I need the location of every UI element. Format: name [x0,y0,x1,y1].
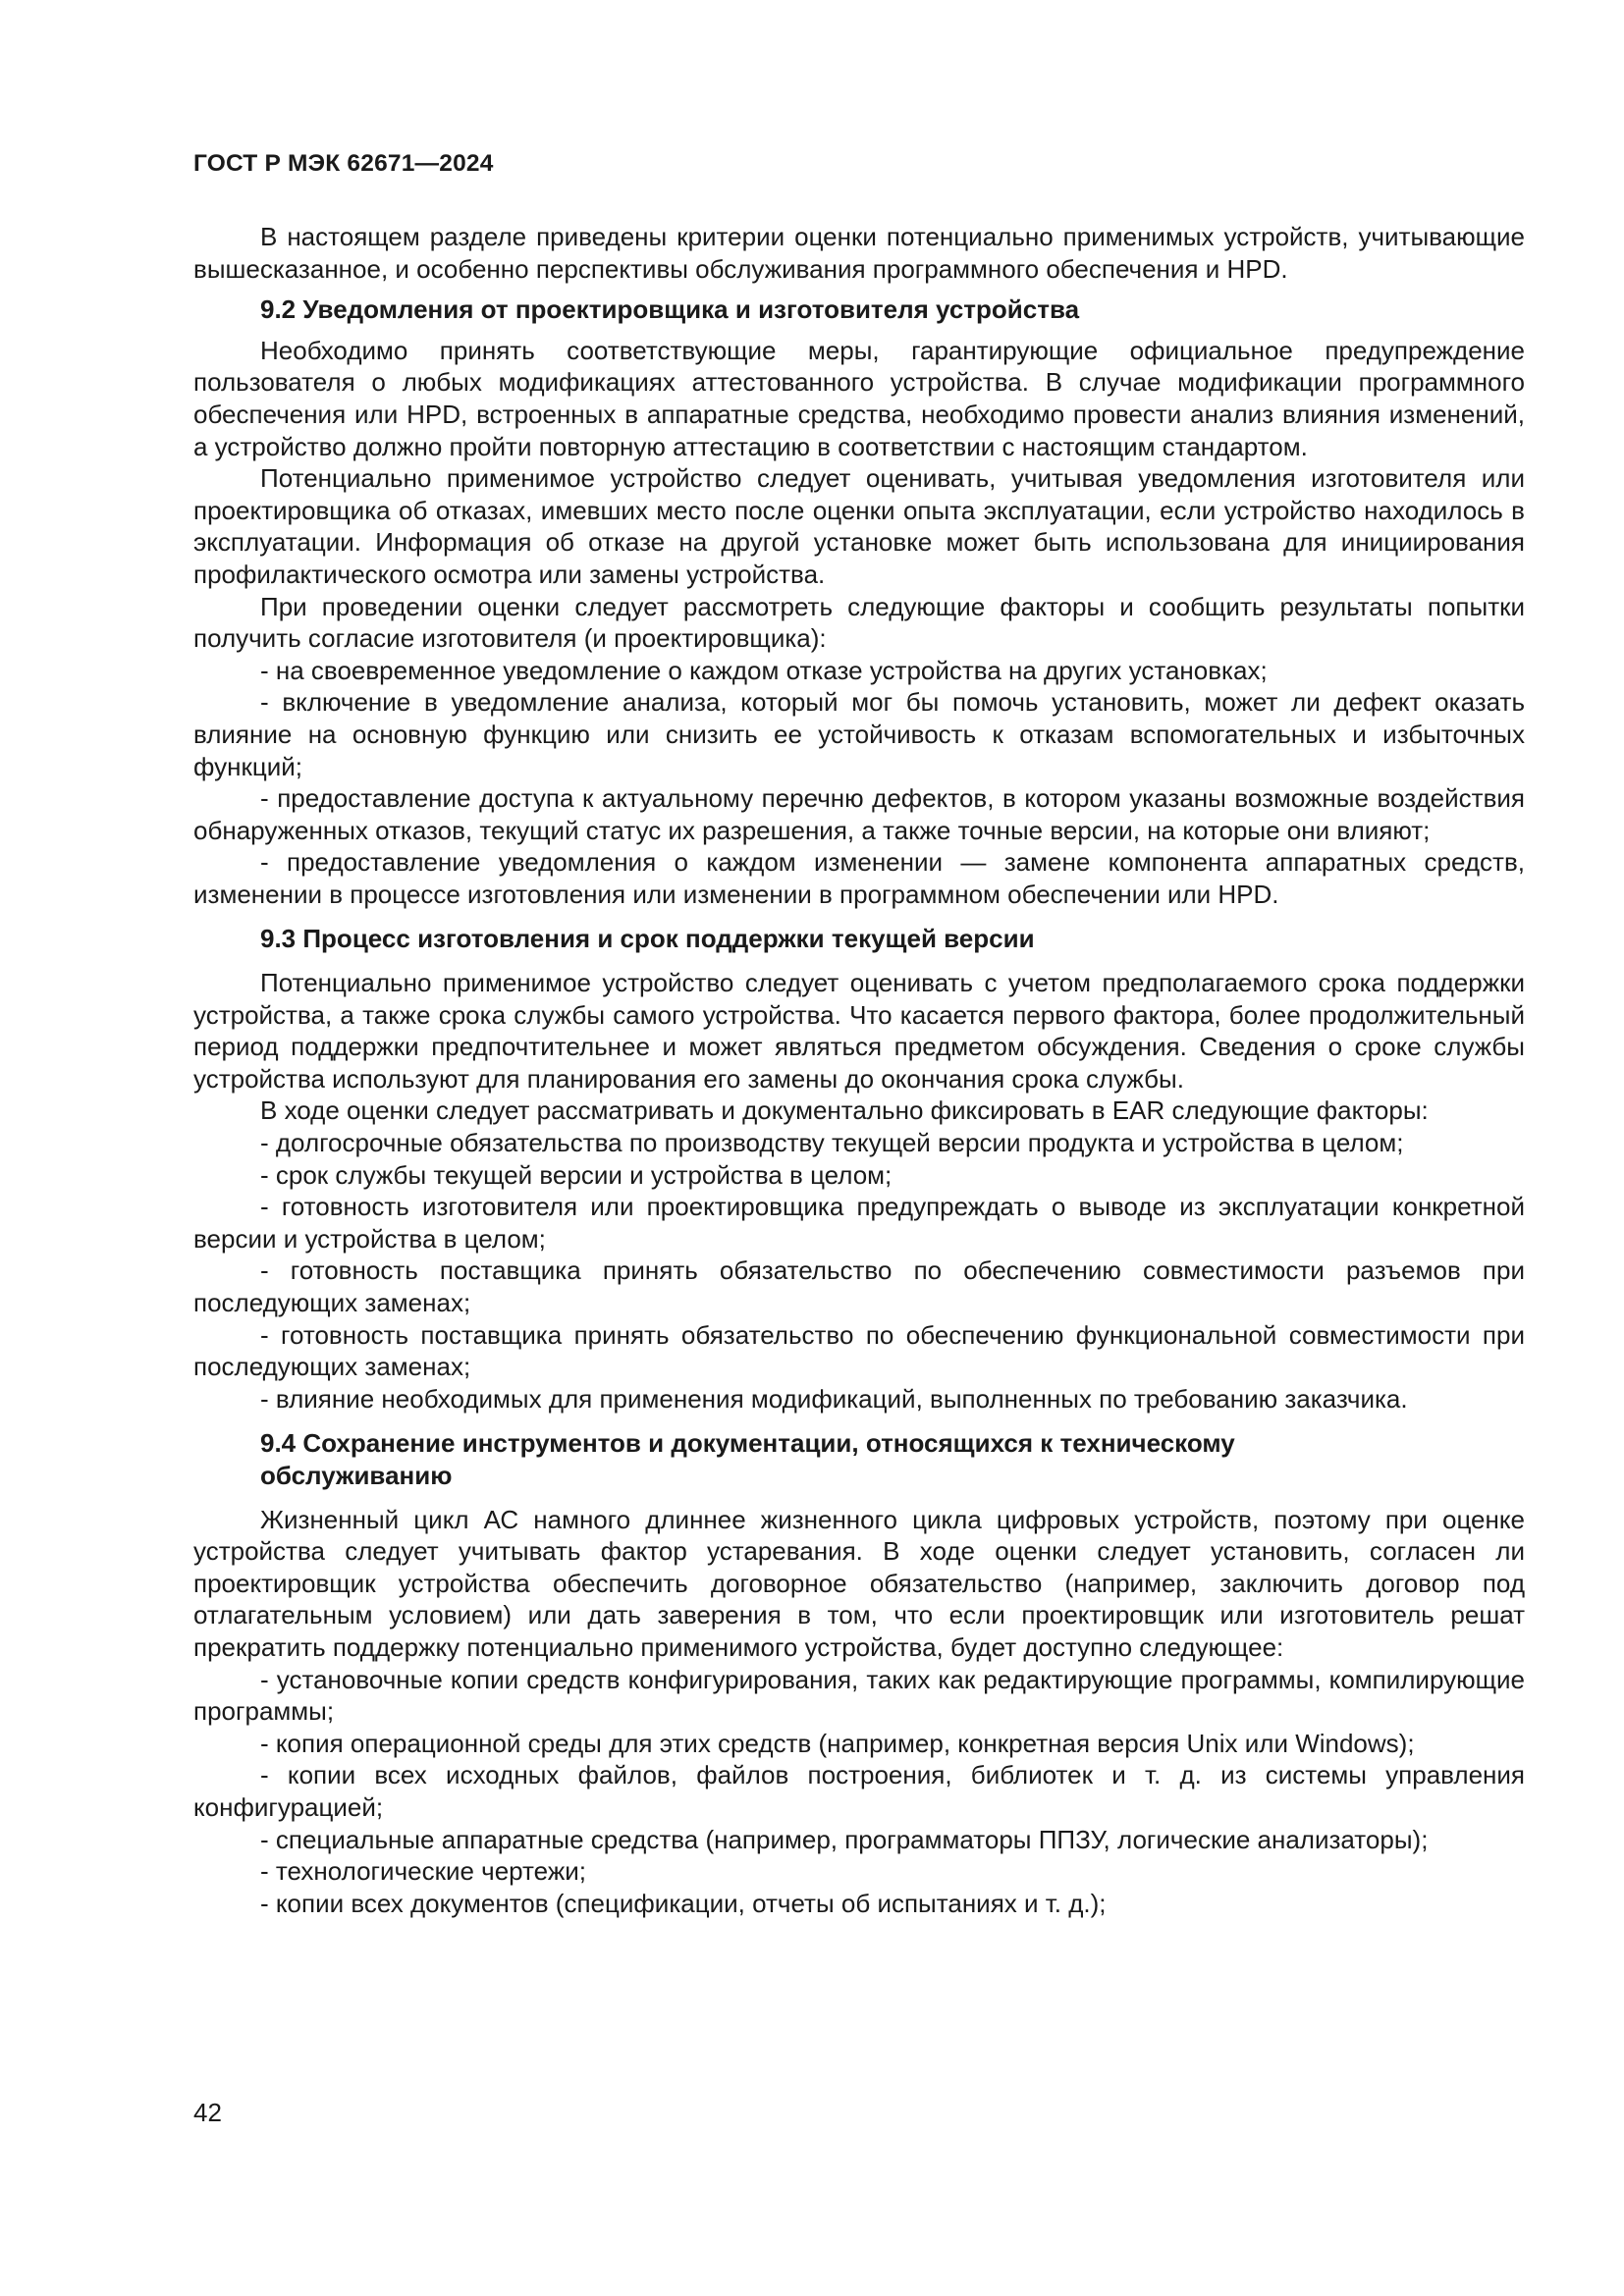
list-item: - копия операционной среды для этих средств (например, конкретная версия Unix или Windows); [260,1728,1415,1758]
section-9-3-paragraph-2: В ходе оценки следует рассматривать и документально фиксировать в EAR следующие факторы: [260,1095,1429,1126]
list-item: - копии всех документов (спецификации, отчеты об испытаниях и т. д.); [260,1888,1107,1918]
section-9-2-paragraph-3: При проведении оценки следует рассмотреть следующие факторы и сообщить результаты попытки получить согласие изготовителя (и проектировщика): [193,591,1525,654]
list-item: - готовность поставщика принять обязательство по обеспечению функциональной совместимости при последующих заменах; [193,1319,1525,1382]
page-body [193,221,1525,1919]
list-item: - срок службы текущей версии и устройства в целом; [260,1159,893,1190]
section-9-4-paragraph-1: Жизненный цикл АС намного длиннее жизненного цикла цифровых устройств, поэтому при оценке устройства следует учитывать фактор устаревания. В ходе оценки следует установить, согласен ли проектировщик устройства обеспечить договорное обязательство (например, заключить договор под отлагательным условием) или дать заверения в том, что если проектировщик или изготовитель решат прекратить поддержку потенциально применимого устройства, будет доступно следующее: [193,1504,1525,1662]
list-item: - готовность изготовителя или проектировщика предупреждать о выводе из эксплуатации конкретной версии и устройства в целом; [193,1192,1525,1254]
section-9-4-heading-line-1: 9.4 Сохранение инструментов и документации, относящихся к техническому [260,1428,1235,1459]
intro-paragraph: В настоящем разделе приведены критерии оценки потенциально применимых устройств, учитывающие вышесказанное, и особенно перспективы обслуживания программного обеспечения и HPD. [193,222,1525,284]
section-9-2-heading: 9.2 Уведомления от проектировщика и изготовителя устройства [260,294,1080,325]
list-item: - включение в уведомление анализа, который мог бы помочь установить, может ли дефект оказать влияние на основную функцию или снизить ее устойчивость к отказам вспомогательных и избыточных функций; [193,687,1525,781]
section-9-3-heading: 9.3 Процесс изготовления и срок поддержки текущей версии [260,924,1035,954]
list-item: - предоставление уведомления о каждом изменении — замене компонента аппаратных средств, изменении в процессе изготовления или изменении в программном обеспечении или HPD. [193,847,1525,909]
list-item: - технологические чертежи; [260,1856,586,1887]
section-9-3-paragraph-1: Потенциально применимое устройство следует оценивать с учетом предполагаемого срока поддержки устройства, а также срока службы самого устройства. Что касается первого фактора, более продолжительный период поддержки предпочтительнее и может являться предметом обсуждения. Сведения о сроке службы устройства используют для планирования его замены до окончания срока службы. [193,968,1525,1094]
section-9-4-heading-line-2: обслуживанию [260,1460,453,1490]
standard-designation: ГОСТ Р МЭК 62671—2024 [193,150,494,177]
section-9-2-paragraph-1: Необходимо принять соответствующие меры, гарантирующие официальное предупреждение пользователя о любых модификациях аттестованного устройства. В случае модификации программного обеспечения или HPD, встроенных в аппаратные средства, необходимо провести анализ влияния изменений, а устройство должно пройти повторную аттестацию в соответствии с настоящим стандартом. [193,335,1525,461]
list-item: - влияние необходимых для применения модификаций, выполненных по требованию заказчика. [260,1383,1408,1414]
page-number: 42 [193,2098,222,2127]
section-9-4-heading [193,1427,1525,1491]
section-9-2-paragraph-2: Потенциально применимое устройство следует оценивать, учитывая уведомления изготовителя или проектировщика об отказах, имевших место после оценки опыта эксплуатации, если устройство находилось в эксплуатации. Информация об отказе на другой установке может быть использована для инициирования профилактического осмотра или замены устройства. [193,463,1525,589]
list-item: - предоставление доступа к актуальному перечню дефектов, в котором указаны возможные воздействия обнаруженных отказов, текущий статус их разрешения, а также точные версии, на которые они влияют; [193,783,1525,845]
list-item: - специальные аппаратные средства (например, программаторы ППЗУ, логические анализаторы); [260,1824,1429,1854]
list-item: - готовность поставщика принять обязательство по обеспечению совместимости разъемов при последующих заменах; [193,1255,1525,1317]
list-item: - долгосрочные обязательства по производству текущей версии продукта и устройства в целом; [260,1128,1404,1158]
list-item: - на своевременное уведомление о каждом отказе устройства на других установках; [260,655,1268,685]
list-item: - установочные копии средств конфигурирования, таких как редактирующие программы, компилирующие программы; [193,1664,1525,1727]
list-item: - копии всех исходных файлов, файлов построения, библиотек и т. д. из системы управления конфигурацией; [193,1760,1525,1822]
